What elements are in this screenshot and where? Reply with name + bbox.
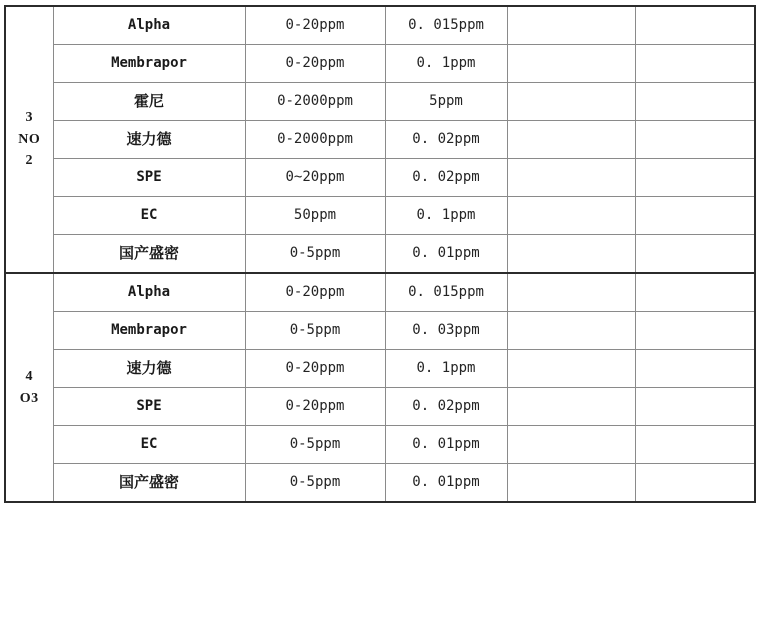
col5-cell [507,45,635,83]
col6-cell [635,426,755,464]
table-row [5,350,755,388]
range-cell: 0-20ppm [245,350,385,388]
table-row [5,235,755,274]
resolution-cell: 0. 1ppm [385,197,507,235]
gas-group-label-line: NO [18,131,41,147]
range-cell: 0-5ppm [245,464,385,503]
table-row [5,159,755,197]
gas-group-label-line: 2 [25,153,33,169]
resolution-cell: 0. 02ppm [385,159,507,197]
col5-cell [507,6,635,45]
resolution-cell: 0. 1ppm [385,350,507,388]
brand-cell: Alpha [53,6,245,45]
col5-cell [507,273,635,312]
col6-cell [635,45,755,83]
brand-cell: 速力德 [53,121,245,159]
range-cell: 0-5ppm [245,235,385,274]
gas-group-label-line: O3 [19,390,39,406]
col6-cell [635,235,755,274]
table-row [5,426,755,464]
range-cell: 0-5ppm [245,426,385,464]
resolution-cell: 0. 015ppm [385,6,507,45]
col6-cell [635,273,755,312]
table-row [5,45,755,83]
col6-cell [635,197,755,235]
brand-cell: 国产盛密 [53,464,245,503]
range-cell: 0-20ppm [245,273,385,312]
col5-cell [507,83,635,121]
table-row [5,273,755,312]
range-cell: 0-5ppm [245,312,385,350]
resolution-cell: 0. 02ppm [385,388,507,426]
col5-cell [507,159,635,197]
gas-group-label-line: 3 [25,109,33,125]
col6-cell [635,6,755,45]
table-body [5,6,755,502]
range-cell: 0-2000ppm [245,83,385,121]
table-row [5,83,755,121]
col5-cell [507,312,635,350]
table-row [5,6,755,45]
brand-cell: 霍尼 [53,83,245,121]
table-row [5,121,755,159]
brand-cell: 速力德 [53,350,245,388]
brand-cell: 国产盛密 [53,235,245,274]
range-cell: 0-2000ppm [245,121,385,159]
col5-cell [507,121,635,159]
col6-cell [635,312,755,350]
brand-cell: EC [53,197,245,235]
brand-cell: Membrapor [53,312,245,350]
brand-cell: EC [53,426,245,464]
col5-cell [507,197,635,235]
range-cell: 50ppm [245,197,385,235]
resolution-cell: 0. 1ppm [385,45,507,83]
sensor-spec-table [4,5,756,503]
brand-cell: SPE [53,159,245,197]
resolution-cell: 0. 03ppm [385,312,507,350]
brand-cell: SPE [53,388,245,426]
brand-cell: Alpha [53,273,245,312]
range-cell: 0-20ppm [245,388,385,426]
table-row [5,312,755,350]
range-cell: 0-20ppm [245,6,385,45]
col6-cell [635,159,755,197]
resolution-cell: 0. 015ppm [385,273,507,312]
col6-cell [635,121,755,159]
resolution-cell: 0. 01ppm [385,426,507,464]
col6-cell [635,388,755,426]
table-row [5,464,755,503]
table-row [5,197,755,235]
col6-cell [635,350,755,388]
table-row [5,388,755,426]
document-page [0,5,760,627]
col5-cell [507,426,635,464]
resolution-cell: 0. 01ppm [385,235,507,274]
col5-cell [507,235,635,274]
col5-cell [507,350,635,388]
col5-cell [507,464,635,503]
gas-group-label-line: 4 [25,368,33,384]
range-cell: 0~20ppm [245,159,385,197]
resolution-cell: 0. 02ppm [385,121,507,159]
resolution-cell: 5ppm [385,83,507,121]
col6-cell [635,83,755,121]
col5-cell [507,388,635,426]
brand-cell: Membrapor [53,45,245,83]
col6-cell [635,464,755,503]
gas-group-label [5,273,53,502]
resolution-cell: 0. 01ppm [385,464,507,503]
range-cell: 0-20ppm [245,45,385,83]
gas-group-label [5,6,53,273]
